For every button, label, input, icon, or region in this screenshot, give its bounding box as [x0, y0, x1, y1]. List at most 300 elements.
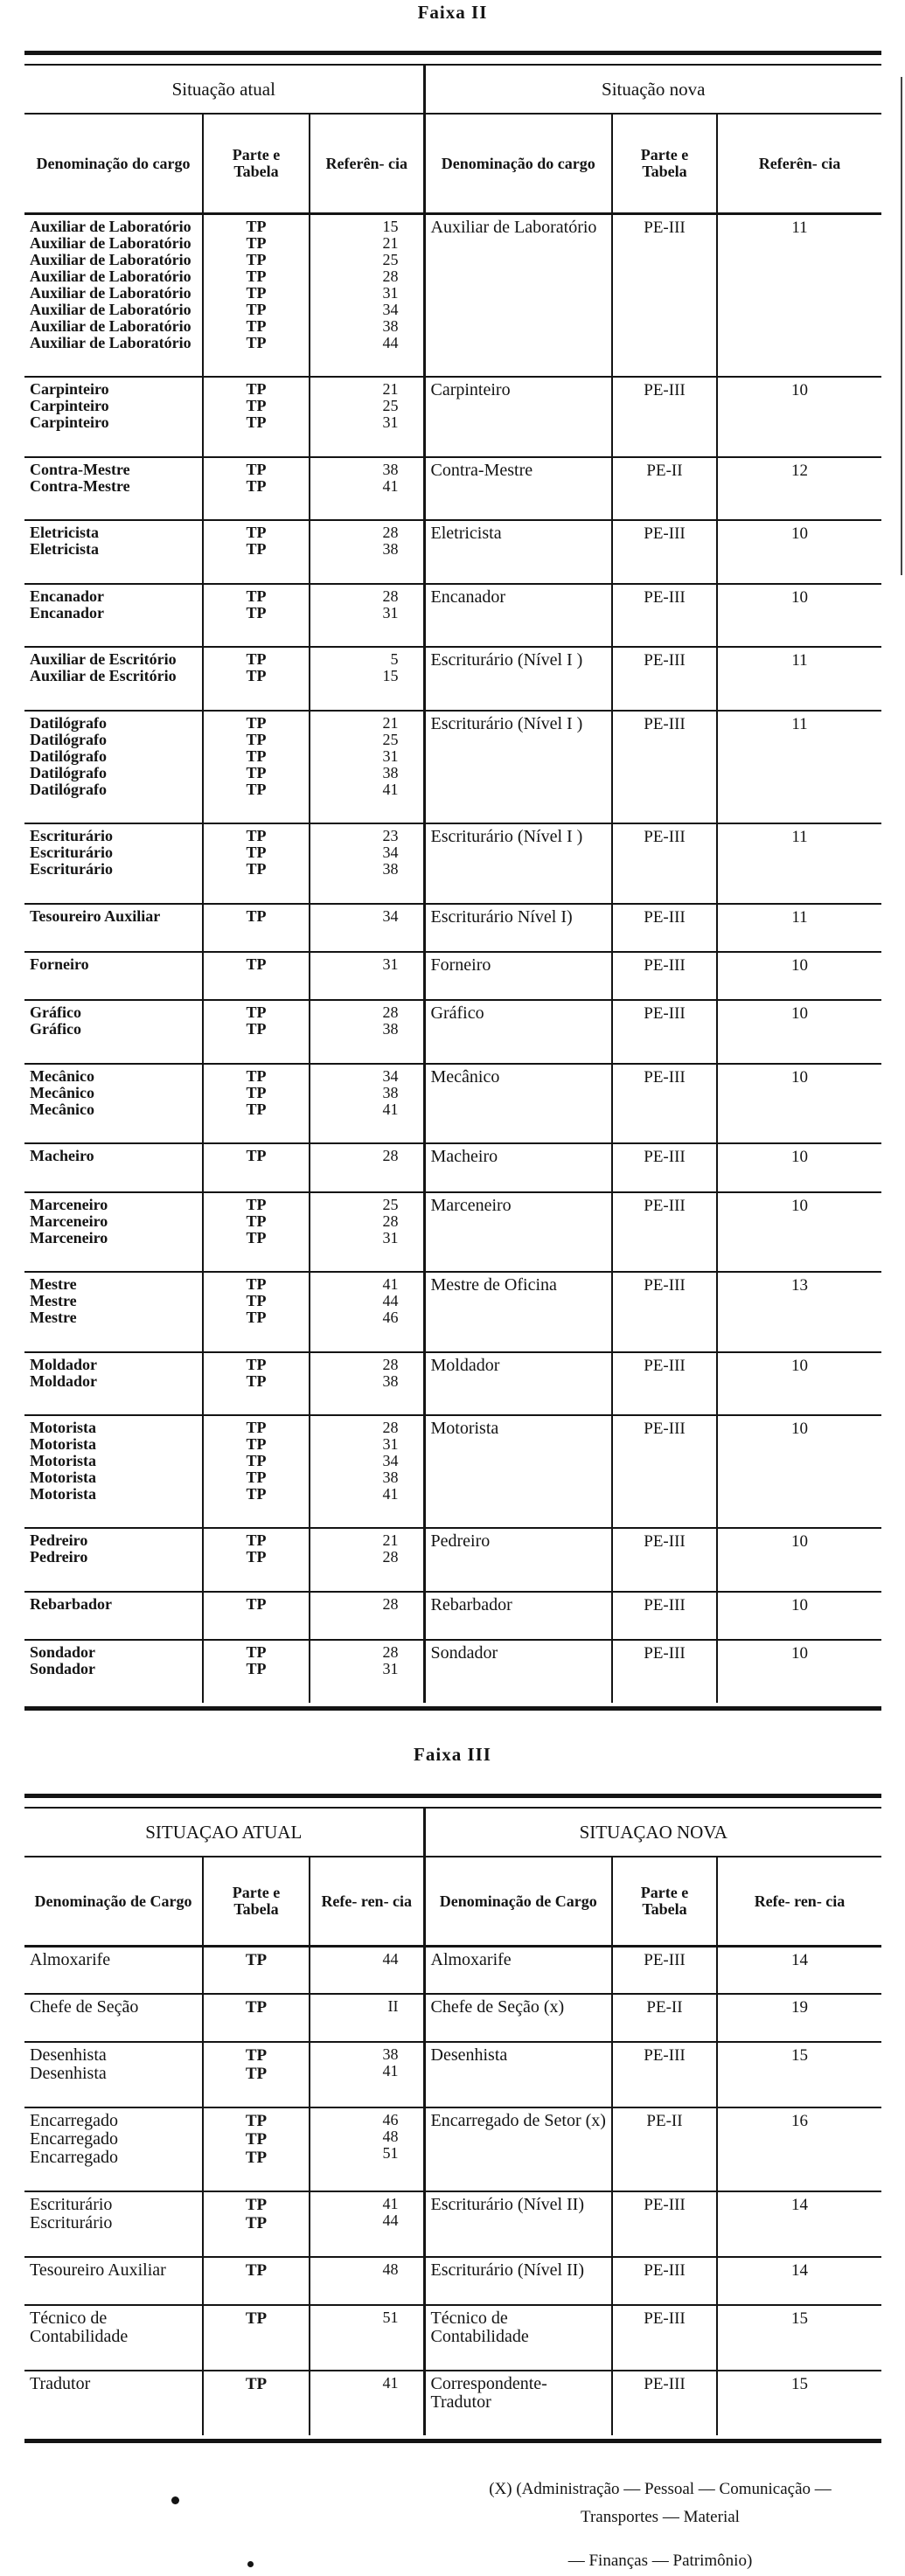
faixa-2-title: Faixa II: [417, 2, 488, 23]
col-denominacao-nova: Denominação de Cargo: [424, 1857, 612, 1947]
cargo-atual-cell: [24, 584, 203, 647]
cargo-atual: Auxiliar de Escritório: [30, 650, 177, 669]
table-row: [24, 1064, 881, 1143]
table-row: [24, 952, 881, 1000]
referencia-atual: 28: [382, 1355, 399, 1373]
parte-atual: TP: [245, 2309, 268, 2328]
referencia-nova: 14: [791, 2196, 808, 2214]
referencia-atual-cell: [310, 711, 424, 823]
cargo-nova: Escriturário (Nível II): [430, 2260, 584, 2281]
referencia-atual-cell: [310, 520, 424, 583]
parte-nova: PE-II: [646, 461, 683, 480]
referencia-nova: 10: [791, 1532, 808, 1552]
referencia-nova-cell: [717, 584, 881, 647]
cargo-atual: Tradutor: [30, 2373, 91, 2393]
col-referencia-atual: Refe- ren- cia: [310, 1857, 424, 1947]
cargo-atual: Auxiliar de Laboratório: [30, 234, 191, 252]
cargo-nova: Mecânico: [430, 1066, 500, 1087]
cargo-atual-cell: [24, 2305, 203, 2371]
parte-atual: TP: [246, 906, 267, 925]
parte-nova-cell: [612, 2191, 717, 2257]
parte-atual: TP: [245, 2374, 268, 2393]
cargo-nova-cell: [424, 1994, 612, 2041]
referencia-atual: 25: [382, 251, 399, 268]
parte-atual-cell: [203, 2257, 310, 2304]
referencia-nova-cell: [717, 214, 881, 378]
parte-atual-cell: [203, 1143, 310, 1191]
col-denominacao-nova: Denominação do cargo: [424, 114, 612, 214]
parte-nova: PE-III: [644, 651, 686, 670]
referencia-nova: 15: [791, 2309, 808, 2328]
table-row: [24, 1640, 881, 1702]
table-row: [24, 2191, 881, 2257]
cargo-atual: Tesoureiro Auxiliar: [30, 2260, 166, 2281]
cargo-nova: Pedreiro: [430, 1531, 491, 1552]
table-row: [24, 904, 881, 952]
cargo-atual: Desenhista: [30, 2063, 107, 2083]
col-parte-nova: Parte e Tabela: [612, 114, 717, 214]
cargo-atual: Datilógrafo: [30, 730, 107, 748]
table-row: [24, 2305, 881, 2371]
referencia-atual-cell: [310, 1192, 424, 1272]
cargo-nova: Motorista: [430, 1419, 499, 1438]
cargo-atual: Rebarbador: [30, 1594, 112, 1613]
table-row: [24, 1192, 881, 1272]
cargo-atual: Auxiliar de Laboratório: [30, 284, 191, 302]
parte-atual: TP: [246, 524, 267, 542]
referencia-nova-cell: [717, 1143, 881, 1191]
parte-atual: TP: [246, 1066, 267, 1085]
referencia-nova-cell: [717, 2042, 881, 2107]
parte-nova-cell: [612, 711, 717, 823]
parte-atual: TP: [246, 476, 267, 495]
parte-nova: PE-III: [644, 219, 686, 237]
cargo-nova: Escriturário (Nível I ): [430, 650, 583, 670]
cargo-atual-cell: [24, 2371, 203, 2435]
referencia-nova: 11: [791, 219, 808, 237]
referencia-atual: 41: [382, 2195, 399, 2212]
referencia-atual-cell: [310, 1592, 424, 1640]
referencia-nova: 14: [791, 1951, 808, 1969]
referencia-atual: 51: [382, 2143, 399, 2162]
referencia-nova: 11: [791, 651, 808, 670]
parte-nova: PE-III: [644, 1595, 686, 1614]
cargo-atual: Auxiliar de Laboratório: [30, 251, 191, 268]
referencia-atual: 51: [382, 2308, 399, 2326]
referencia-atual: 31: [382, 746, 399, 765]
referencia-nova-cell: [717, 1592, 881, 1640]
referencia-atual-cell: [310, 2305, 424, 2371]
referencia-nova-cell: [717, 457, 881, 520]
cargo-nova-cell: [424, 1415, 612, 1528]
cargo-nova-cell: [424, 2305, 612, 2371]
cargo-nova-cell: [424, 1272, 612, 1351]
referencia-atual: 48: [382, 2260, 399, 2279]
parte-nova: PE-III: [644, 2261, 686, 2281]
referencia-atual: 44: [382, 1292, 399, 1310]
parte-nova-cell: [612, 904, 717, 952]
parte-atual: TP: [246, 1660, 267, 1678]
cargo-atual: Almoxarife: [30, 1950, 111, 1969]
cargo-atual: Gráfico: [30, 1020, 81, 1038]
parte-atual: TP: [246, 827, 267, 845]
referencia-atual: 38: [382, 540, 399, 559]
parte-atual: TP: [246, 218, 267, 235]
parte-nova-cell: [612, 952, 717, 1000]
parte-nova: PE-III: [644, 955, 686, 975]
cargo-nova-cell: [424, 823, 612, 903]
referencia-nova: 10: [791, 524, 808, 544]
parte-atual: TP: [246, 955, 267, 973]
parte-nova-cell: [612, 2371, 717, 2435]
referencia-atual-cell: [310, 952, 424, 1000]
parte-atual-cell: [203, 1192, 310, 1272]
parte-atual: TP: [245, 2064, 268, 2083]
referencia-atual: 46: [382, 2110, 399, 2128]
parte-nova: PE-III: [644, 2045, 686, 2065]
parte-nova-cell: [612, 1352, 717, 1415]
parte-atual: TP: [246, 1020, 267, 1038]
table-row: [24, 520, 881, 583]
table-row: [24, 1592, 881, 1640]
cargo-atual: Auxiliar de Laboratório: [30, 267, 191, 285]
referencia-atual: 34: [382, 1066, 399, 1085]
parte-nova-cell: [612, 1272, 717, 1351]
cargo-atual: Mecânico: [30, 1100, 94, 1118]
referencia-atual-cell: [310, 214, 424, 378]
table-row: [24, 1272, 881, 1351]
parte-nova-cell: [612, 823, 717, 903]
referencia-atual: 41: [382, 780, 399, 798]
referencia-nova: 10: [791, 587, 808, 607]
cargo-atual: Mecânico: [30, 1066, 94, 1085]
referencia-nova: 10: [791, 1196, 808, 1215]
cargo-nova-cell: [424, 2191, 612, 2257]
referencia-nova-cell: [717, 1000, 881, 1063]
cargo-atual: Eletricista: [30, 524, 99, 542]
parte-atual: TP: [246, 413, 267, 432]
cargo-nova: Mestre de Oficina: [430, 1275, 557, 1295]
cargo-atual: Carpinteiro: [30, 380, 109, 399]
cargo-atual: Auxiliar de Laboratório: [30, 301, 191, 318]
referencia-nova: 19: [791, 1998, 808, 2017]
parte-atual: TP: [245, 2129, 268, 2149]
parte-nova: PE-II: [646, 2111, 683, 2130]
referencia-nova-cell: [717, 823, 881, 903]
cargo-nova: Macheiro: [430, 1147, 498, 1167]
table-row: [24, 2371, 881, 2435]
col-parte-nova: Parte e Tabela: [612, 1857, 717, 1947]
parte-atual: TP: [246, 763, 267, 781]
cargo-atual: Encanador: [30, 587, 105, 605]
referencia-atual: 38: [382, 1371, 399, 1390]
parte-atual: TP: [245, 2148, 268, 2167]
referencia-atual: 28: [382, 1003, 399, 1022]
parte-atual: TP: [246, 1292, 267, 1310]
cargo-atual-cell: [24, 1415, 203, 1528]
parte-atual-cell: [203, 1947, 310, 1995]
parte-nova: PE-III: [644, 1148, 686, 1167]
cargo-nova-cell: [424, 2107, 612, 2191]
cargo-nova: Contra-Mestre: [430, 460, 533, 480]
referencia-atual: 41: [382, 1275, 399, 1294]
cargo-atual: Pedreiro: [30, 1531, 88, 1550]
referencia-nova: 10: [791, 1067, 808, 1087]
parte-nova: PE-III: [644, 1276, 686, 1295]
cargo-nova: Correspondente-Tradutor: [430, 2373, 547, 2412]
cargo-atual: Moldador: [30, 1355, 98, 1373]
cargo-nova: Rebarbador: [430, 1594, 512, 1614]
cargo-nova-cell: [424, 2042, 612, 2107]
parte-atual: TP: [246, 1083, 267, 1101]
parte-atual-cell: [203, 1352, 310, 1415]
table-row: [24, 647, 881, 710]
parte-atual: TP: [246, 1003, 267, 1022]
parte-atual-cell: [203, 1994, 310, 2041]
parte-atual-cell: [203, 1000, 310, 1063]
parte-nova: PE-III: [644, 907, 686, 927]
cargo-atual: Mestre: [30, 1309, 77, 1327]
cargo-atual: Eletricista: [30, 540, 99, 559]
referencia-atual: 28: [382, 1212, 399, 1230]
parte-atual: TP: [245, 2045, 268, 2065]
parte-atual-cell: [203, 952, 310, 1000]
page-margin-rule: [901, 77, 902, 575]
cargo-atual-cell: [24, 1640, 203, 1702]
referencia-atual-cell: [310, 1352, 424, 1415]
referencia-atual-cell: [310, 904, 424, 952]
referencia-atual: 41: [382, 1485, 399, 1503]
cargo-atual-cell: [24, 1143, 203, 1191]
cargo-nova-cell: [424, 1064, 612, 1143]
parte-nova: PE-III: [644, 381, 686, 400]
cargo-atual: Auxiliar de Laboratório: [30, 317, 191, 335]
referencia-atual: 38: [382, 860, 399, 878]
cargo-nova-cell: [424, 1528, 612, 1591]
parte-atual: TP: [246, 284, 267, 302]
referencia-atual: 44: [382, 334, 399, 351]
cargo-atual-cell: [24, 823, 203, 903]
parte-nova: PE-III: [644, 1067, 686, 1087]
parte-atual: TP: [246, 1147, 267, 1165]
referencia-nova-cell: [717, 1192, 881, 1272]
referencia-atual: 23: [382, 827, 399, 845]
cargo-atual: Contra-Mestre: [30, 476, 130, 495]
referencia-atual-cell: [310, 584, 424, 647]
faixa-3-title: Faixa III: [414, 1744, 491, 1765]
cargo-atual: Contra-Mestre: [30, 460, 130, 478]
table-row: [24, 584, 881, 647]
parte-nova: PE-III: [644, 1004, 686, 1024]
cargo-atual: Motorista: [30, 1435, 96, 1453]
parte-nova-cell: [612, 1640, 717, 1702]
referencia-atual: 28: [382, 1147, 399, 1165]
parte-atual: TP: [246, 1212, 267, 1230]
referencia-atual: 31: [382, 603, 399, 621]
parte-atual: TP: [246, 1309, 267, 1327]
cargo-atual: Sondador: [30, 1643, 96, 1662]
cargo-atual: Carpinteiro: [30, 397, 109, 415]
referencia-atual: 44: [382, 2211, 399, 2229]
cargo-atual: Encarregado: [30, 2128, 119, 2149]
referencia-nova: 11: [791, 828, 808, 847]
cargo-atual: Datilógrafo: [30, 763, 107, 781]
referencia-atual: 21: [382, 1531, 399, 1550]
cargo-atual: Encarregado: [30, 2110, 119, 2130]
referencia-atual: 31: [382, 284, 399, 302]
parte-nova: PE-III: [644, 2374, 686, 2393]
cargo-atual-cell: [24, 2042, 203, 2107]
cargo-atual-cell: [24, 457, 203, 520]
cargo-atual: Escriturário: [30, 860, 113, 878]
referencia-nova: 16: [791, 2111, 808, 2130]
parte-nova-cell: [612, 2042, 717, 2107]
cargo-nova-cell: [424, 1192, 612, 1272]
cargo-nova: Forneiro: [430, 955, 491, 975]
table-row: [24, 2107, 881, 2191]
parte-nova-cell: [612, 2107, 717, 2191]
cargo-nova-cell: [424, 2257, 612, 2304]
cargo-atual: Chefe de Seção: [30, 1997, 139, 2017]
cargo-nova-cell: [424, 647, 612, 710]
referencia-nova-cell: [717, 2371, 881, 2435]
faixa-3-table: [24, 1794, 881, 2443]
cargo-atual: Auxiliar de Laboratório: [30, 218, 191, 235]
referencia-atual: 25: [382, 730, 399, 748]
parte-nova-cell: [612, 214, 717, 378]
referencia-atual: 41: [382, 2373, 399, 2392]
referencia-atual-cell: [310, 1528, 424, 1591]
cargo-atual: Escriturário: [30, 844, 113, 862]
referencia-nova-cell: [717, 520, 881, 583]
cargo-atual: Encarregado: [30, 2147, 119, 2167]
table-row: [24, 1000, 881, 1063]
parte-atual: TP: [246, 844, 267, 862]
referencia-atual: 44: [382, 1950, 399, 1968]
referencia-atual-cell: [310, 1415, 424, 1528]
parte-atual: TP: [246, 1548, 267, 1566]
parte-atual-cell: [203, 711, 310, 823]
referencia-nova: 15: [791, 2045, 808, 2065]
referencia-atual: 38: [382, 460, 399, 478]
parte-atual: TP: [245, 2196, 268, 2214]
referencia-atual-cell: [310, 2257, 424, 2304]
parte-atual-cell: [203, 1272, 310, 1351]
cargo-atual: Carpinteiro: [30, 413, 109, 432]
referencia-nova: 14: [791, 2261, 808, 2281]
cargo-atual-cell: [24, 1272, 203, 1351]
parte-atual: TP: [246, 1228, 267, 1246]
parte-nova-cell: [612, 1994, 717, 2041]
cargo-nova-cell: [424, 711, 612, 823]
parte-nova-cell: [612, 377, 717, 456]
parte-atual-cell: [203, 904, 310, 952]
col-referencia-nova: Referên- cia: [717, 114, 881, 214]
referencia-nova-cell: [717, 1064, 881, 1143]
parte-atual: TP: [246, 397, 267, 415]
parte-nova: PE-III: [644, 1951, 686, 1969]
parte-atual: TP: [245, 2261, 268, 2281]
parte-nova-cell: [612, 457, 717, 520]
table-row: [24, 377, 881, 456]
cargo-nova: Gráfico: [430, 1003, 484, 1024]
ink-dot: [247, 2561, 254, 2567]
cargo-nova: Marceneiro: [430, 1195, 512, 1215]
parte-atual-cell: [203, 1528, 310, 1591]
col-parte-atual: Parte e Tabela: [203, 114, 310, 214]
referencia-atual: 38: [382, 2045, 399, 2063]
cargo-atual: Desenhista: [30, 2045, 107, 2065]
cargo-atual: Encanador: [30, 603, 105, 621]
referencia-nova: 11: [791, 714, 808, 733]
referencia-nova: 13: [791, 1276, 808, 1295]
parte-atual: TP: [246, 1371, 267, 1390]
cargo-atual: Moldador: [30, 1371, 98, 1390]
parte-nova: PE-III: [644, 524, 686, 544]
referencia-nova: 10: [791, 955, 808, 975]
referencia-atual: 28: [382, 1419, 399, 1436]
referencia-atual-cell: [310, 2107, 424, 2191]
cargo-nova-cell: [424, 214, 612, 378]
cargo-atual-cell: [24, 1592, 203, 1640]
referencia-atual-cell: [310, 377, 424, 456]
parte-atual: TP: [246, 380, 267, 399]
parte-nova-cell: [612, 1592, 717, 1640]
referencia-nova: 12: [791, 461, 808, 480]
parte-atual: TP: [246, 746, 267, 765]
cargo-atual: Marceneiro: [30, 1212, 108, 1230]
referencia-atual-cell: [310, 2191, 424, 2257]
parte-atual: TP: [246, 603, 267, 621]
parte-nova: PE-III: [644, 714, 686, 733]
referencia-atual-cell: [310, 1143, 424, 1191]
referencia-atual: 34: [382, 844, 399, 862]
referencia-nova-cell: [717, 1640, 881, 1702]
parte-atual: TP: [246, 317, 267, 335]
referencia-nova: 10: [791, 1356, 808, 1375]
referencia-atual: 28: [382, 587, 399, 605]
table-row: [24, 1143, 881, 1191]
cargo-atual: Motorista: [30, 1485, 96, 1503]
cargo-nova-cell: [424, 904, 612, 952]
parte-nova-cell: [612, 520, 717, 583]
referencia-nova-cell: [717, 1528, 881, 1591]
cargo-nova: Encarregado de Setor (x): [430, 2110, 606, 2130]
cargo-atual-cell: [24, 2107, 203, 2191]
cargo-nova: Escriturário (Nível I ): [430, 713, 583, 733]
cargo-nova-cell: [424, 1000, 612, 1063]
referencia-nova-cell: [717, 2305, 881, 2371]
referencia-nova: 10: [791, 1148, 808, 1167]
referencia-atual-cell: [310, 1994, 424, 2041]
cargo-nova-cell: [424, 952, 612, 1000]
referencia-nova-cell: [717, 1994, 881, 2041]
cargo-atual: Mecânico: [30, 1083, 94, 1101]
cargo-atual: Pedreiro: [30, 1548, 88, 1566]
parte-atual: TP: [246, 1531, 267, 1550]
parte-atual-cell: [203, 1640, 310, 1702]
cargo-nova: Escriturário (Nível I ): [430, 827, 583, 847]
col-referencia-nova: Refe- ren- cia: [717, 1857, 881, 1947]
cargo-atual: Macheiro: [30, 1147, 94, 1165]
referencia-nova-cell: [717, 904, 881, 952]
cargo-atual-cell: [24, 2191, 203, 2257]
cargo-nova: Carpinteiro: [430, 380, 511, 400]
parte-atual: TP: [246, 587, 267, 605]
cargo-atual: Datilógrafo: [30, 780, 107, 798]
parte-atual: TP: [246, 1452, 267, 1469]
cargo-nova: Escriturário Nível I): [430, 906, 573, 927]
